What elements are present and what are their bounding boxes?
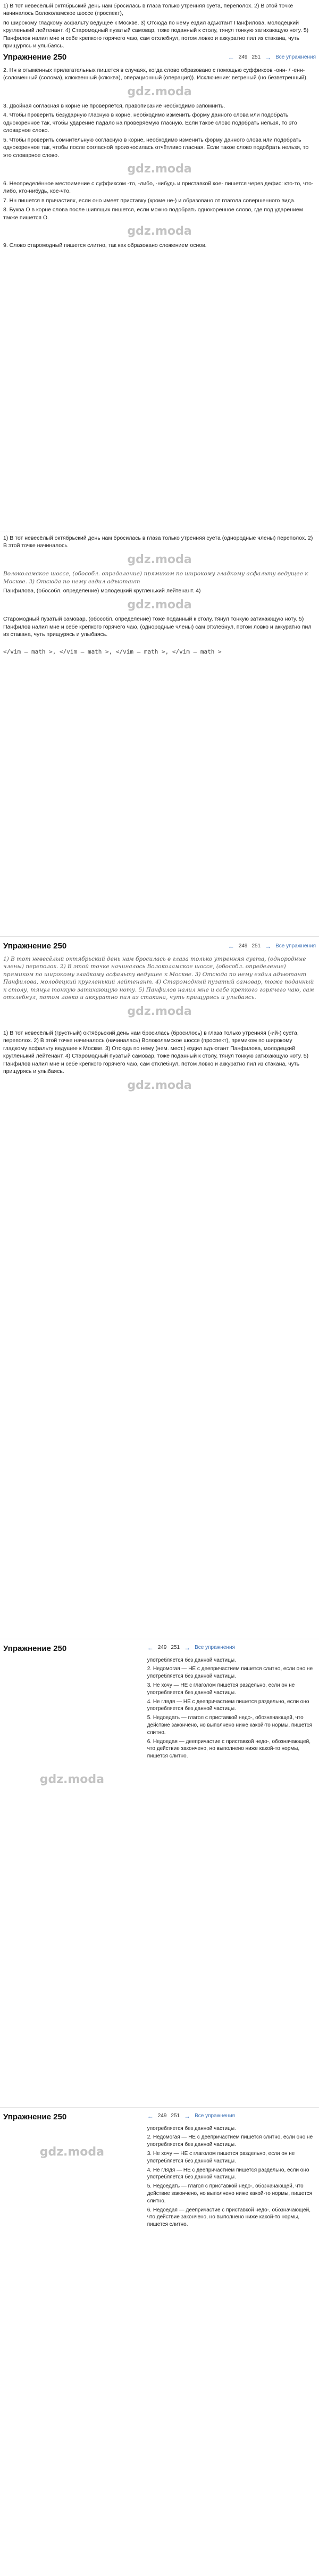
rule-item: употребляется без данной частицы. (147, 1657, 236, 1663)
sentence-paragraph: 1) В тот невесёлый октябрьский день нам бросилась в глаза только утренняя суета, переполох. 2) В этой точке начиналось Волоколамское шоссе (проспект), (3, 3, 293, 17)
next-exercise-number[interactable]: 251 (171, 2113, 180, 2119)
rule-item: употребляется без данной частицы. (147, 2125, 236, 2132)
exercise-title: Упражнение 250 (3, 2112, 67, 2121)
rule-item: 9. Слово старомодный пишется слитно, так как образовано сложением основ. (3, 242, 207, 249)
next-exercise-number[interactable]: 251 (251, 943, 261, 950)
rule-item: 2. Нн в отымённых прилагательных пишется в случаях, когда слово образовано с помощью суффиксов -онн- / -енн- (соломенный (солома), клюквенный (клюква), операционный (операция)). Исключение: ветреный (но безветренный). (3, 67, 308, 81)
exercise-title: Упражнение 250 (3, 52, 67, 62)
watermark: gdz.moda (127, 85, 192, 98)
all-exercises-link[interactable]: Все упражнения (275, 54, 316, 61)
watermark: gdz.moda (127, 162, 192, 176)
watermark: gdz.moda (39, 2145, 104, 2159)
watermark: gdz.moda (127, 1004, 192, 1018)
right-column (147, 1641, 316, 1929)
next-arrow-icon[interactable]: → (184, 2112, 191, 2120)
exercise-header (3, 941, 316, 952)
exercise-nav (147, 2112, 316, 2121)
left-column (3, 1641, 141, 1929)
screenshot-2 (0, 532, 319, 937)
next-arrow-icon[interactable]: → (184, 1644, 191, 1652)
watermark: gdz.moda (127, 552, 192, 566)
next-exercise-number[interactable]: 251 (251, 54, 261, 61)
prev-exercise-number[interactable]: 249 (157, 2113, 167, 2119)
rule-item: 3. Не хочу — НЕ с глаголом пишется раздельно, если он не употребляется без данной частицы. (147, 2150, 295, 2164)
rule-item: 3. Двойная согласная в корне не проверяется, правописание необходимо запомнить. (3, 102, 225, 109)
rule-item: 5. Чтобы проверить сомнительную согласную в корне, необходимо изменить форму данного слова или подобрать однокоренное так, чтобы после согласной произносилась отчётливо гласная. Если такое слово подобрать нельзя, то это словарное слово. (3, 136, 309, 159)
watermark: gdz.moda (127, 1078, 192, 1092)
screenshot-1 (0, 0, 319, 532)
watermark: gdz.moda (39, 1772, 104, 1786)
exercise-header (3, 52, 316, 63)
exercise-header (3, 2112, 141, 2123)
annotated-paragraph: 1) В тот невесёлый октябрьский день нам бросилась в глаза только утренняя суета, (однородные члены) переполох. 2) В этой точке начиналось Волоколамское шоссе, (обособл. определение) прямиком по широкому гладкому асфальту ведущее к Москве. 3) Отсюда по нему ездил адъютант Панфилова, молодецкий кругленький лейтенант. 4) Старомодный пузатый самовар, тоже поданный к столу, тянул тонкую затихающую ноту. 5) Панфилов налил мне и себе крепкого горячего чаю, сам отхлебнул, потом ловко и аккуратно пил из стакана, чуть прищурясь и улыбаясь. (3, 955, 314, 1001)
rule-item: 6. Неопределённое местоимение с суффиксом -то, -либо, -нибудь и приставкой кое- пишется через дефис: кто-то, что-либо, кто-нибудь, кое-что. (3, 180, 314, 195)
annotated-paragraph: Волоколамское шоссе, (обособл. определение) прямиком по широкому гладкому асфальту ведущее к Москве. 3) Отсюда по нему ездил адъютант (3, 571, 308, 585)
exercise-title: Упражнение 250 (3, 1644, 67, 1653)
prev-arrow-icon[interactable]: ← (147, 2112, 154, 2120)
all-exercises-link[interactable]: Все упражнения (275, 943, 316, 950)
sentence-paragraph: Старомодный пузатый самовар, (обособл. определение) тоже поданный к столу, тянул тонкую затихающую ноту. 5) Панфилов налил мне и себе крепкого горячего чаю, (однородные члены) сам отхлебнул, потом ловко и аккуратно пил из стакана, чуть прищурясь и улыбаясь. (3, 616, 312, 638)
watermark: gdz.moda (127, 598, 192, 612)
exercise-nav (228, 53, 316, 62)
rule-item: 2. Недомогая — НЕ с деепричастием пишется слитно, если оно не употребляется без данной частицы. (147, 2134, 313, 2148)
prev-arrow-icon[interactable]: ← (147, 1644, 154, 1652)
math-placeholder-line: </vim – math >, </vim – math >, </vim – math >, </vim – math > (3, 648, 222, 655)
prev-exercise-number[interactable]: 249 (238, 54, 248, 61)
rule-item: 4. Чтобы проверить безударную гласную в корне, необходимо изменить форму данного слова или подобрать однокоренное так, чтобы ударение падало на проверяемую гласную. Если такое слово подобрать нельзя, то это словарное слово. (3, 112, 297, 134)
next-exercise-number[interactable]: 251 (171, 1645, 180, 1651)
next-arrow-icon[interactable]: → (265, 943, 272, 951)
rule-item: 4. Не глядя — НЕ с деепричастием пишется раздельно, если оно употребляется без данной частицы. (147, 1698, 309, 1712)
exercise-nav (147, 1644, 316, 1653)
prev-arrow-icon[interactable]: ← (228, 53, 234, 61)
two-column-layout (3, 1641, 316, 1929)
sentence-paragraph: по широкому гладкому асфальту ведущее к Москве. 3) Отсюда по нему ездил адъютант Панфилова, молодецкий кругленький лейтенант. 4) Старомодный пузатый самовар, тоже поданный к столу, тянул тонкую затихающую ноту. 5) Панфилов налил мне и себе крепкого горячего чаю, сам отхлебнул, потом ловко и аккуратно пил из стакана, чуть прищурясь и улыбаясь. (3, 19, 309, 49)
sentence-paragraph: 1) В тот невесёлый октябрьский день нам бросилась в глаза только утренняя суета (однородные члены) переполох. 2) В этой точке начиналось (3, 535, 313, 549)
rule-item: 3. Не хочу — НЕ с глаголом пишется раздельно, если он не употребляется без данной частицы. (147, 1682, 295, 1696)
two-column-layout (3, 2110, 316, 2397)
rule-item: 8. Буква О в корне слова после шипящих пишется, если можно подобрать однокоренное слово, где под ударением также пишется О. (3, 207, 303, 221)
right-column (147, 2110, 316, 2397)
rule-item: 6. Недоедая — деепричастие с приставкой недо-, обозначающей, что действие закончено, но выполнено ниже какой-то нормы, пишется слитно. (147, 1738, 311, 1760)
sentence-paragraph: Панфилова, (обособл. определение) молодецкий кругленький лейтенант. 4) (3, 588, 201, 595)
rule-item: 6. Недоедая — деепричастие с приставкой недо-, обозначающей, что действие закончено, но выполнено ниже какой-то нормы, пишется слитно. (147, 2207, 311, 2228)
rule-item: 7. Нн пишется в причастиях, если оно имеет приставку (кроме не-) и образовано от глагола совершенного вида. (3, 197, 296, 204)
exercise-title: Упражнение 250 (3, 942, 67, 951)
rule-item: 5. Недоедать — глагол с приставкой недо-, обозначающей, что действие закончено, но выполнено ниже какой-то нормы, пишется слитно. (147, 2183, 313, 2204)
next-arrow-icon[interactable]: → (265, 53, 272, 61)
rule-item: 5. Недоедать — глагол с приставкой недо-, обозначающей, что действие закончено, но выполнено ниже какой-то нормы, пишется слитно. (147, 1715, 313, 1736)
left-column (3, 2110, 141, 2397)
analysis-paragraph: 1) В тот невесёлый (грустный) октябрьский день нам бросилась (бросилось) в глаза только утренняя (-ий-) суета, переполох. 2) В этой точке начиналось (начиналась) Волоколамское шоссе (проспект), прямиком по широкому гладкому асфальту ведущее к Москве. 3) Отсюда по нему (нем. мест.) ездил адъютант Панфилова, молодецкий кругленький лейтенант. 4) Старомодный пузатый самовар, тоже поданный к столу, тянул тонкую затихающую ноту. 5) Панфилов налил мне и себе крепкого горячего чаю, сам отхлебнул, потом ловко и аккуратно пил из стакана, чуть прищурясь и улыбаясь. (3, 1029, 309, 1075)
all-exercises-link[interactable]: Все упражнения (195, 1645, 235, 1651)
all-exercises-link[interactable]: Все упражнения (195, 2113, 235, 2119)
prev-exercise-number[interactable]: 249 (157, 1645, 167, 1651)
screenshot-5 (0, 2108, 319, 2576)
rule-item: 2. Недомогая — НЕ с деепричастием пишется слитно, если оно не употребляется без данной частицы. (147, 1666, 313, 1680)
rule-item: 4. Не глядя — НЕ с деепричастием пишется раздельно, если оно употребляется без данной частицы. (147, 2167, 309, 2181)
screenshot-3 (0, 937, 319, 1639)
screenshot-4 (0, 1639, 319, 2108)
prev-exercise-number[interactable]: 249 (238, 943, 248, 950)
exercise-header (3, 1644, 141, 1655)
prev-arrow-icon[interactable]: ← (228, 943, 234, 951)
exercise-nav (228, 942, 316, 951)
watermark: gdz.moda (127, 225, 192, 238)
